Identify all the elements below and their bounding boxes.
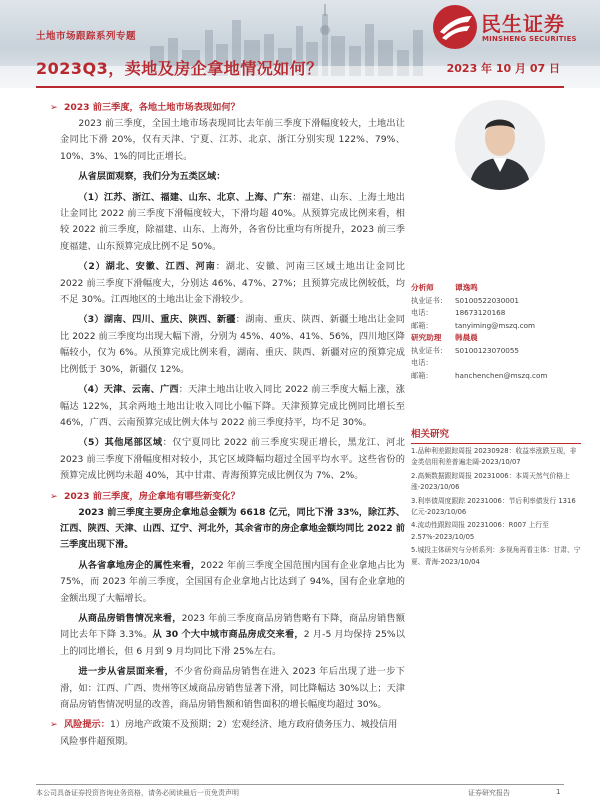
paragraph: 从商品房销售情况来看，2023 年前三季度商品房销售略有下降，商品房销售额同比去年下降 3.3%。从 30 个大中城市商品房成交来看，2 月-5 月均保持 25%以上的同比增长，但 6 月到 9 月均同比下滑 25%左右。 xyxy=(60,612,405,657)
related-item[interactable]: 3.利率债周度跟踪 20231006：节后利率债发行 1316 亿元-2023/10/06 xyxy=(411,496,576,517)
logo-text-cn: 民生证券 xyxy=(481,12,565,36)
footer-report-type: 证券研究报告 xyxy=(468,789,510,797)
paragraph: （3）湖南、四川、重庆、陕西、新疆：湖南、重庆、陕西、新疆土地出让金同比 2022 前三季度均出现大幅下滑，分别为 45%、40%、41%、56%，四川地区降幅较小，仅为 6%。从预算完成比例来看，湖南、重庆、陕西、新疆对应的预算完成比例低于 30%，新疆仅 12%。 xyxy=(60,314,405,375)
related-research-heading: 相关研究 xyxy=(411,426,581,444)
report-title: 2023Q3，卖地及房企拿地情况如何？ xyxy=(36,59,323,78)
paragraph: 2023 前三季度，全国土地市场表现同比去年前三季度下滑幅度较大，土地出让金同比下滑 20%，仅有天津、宁夏、江苏、北京、浙江分别实现 122%、79%、10%、3%、1%的同比正增长。 xyxy=(60,118,405,162)
header-banner xyxy=(0,0,600,88)
report-series: 土地市场跟踪系列专题 xyxy=(36,31,137,42)
arrow-icon: ➢ xyxy=(50,102,58,113)
analyst-email[interactable]: tanyiming@mszq.com xyxy=(455,320,536,330)
related-research-list xyxy=(411,446,581,570)
related-item[interactable]: 4.流动性跟踪周报 20231006：R007 上行至 2.57%-2023/10/05 xyxy=(411,521,549,541)
logo-text-en: MINSHENG SECURITIES xyxy=(482,35,577,43)
related-item[interactable]: 1.品种利差跟踪周报 20230928：收益率涨跌互现，非金类信用利差普遍走阔-2023/10/07 xyxy=(411,447,577,467)
risk-warning: ➢ 风险提示：1）房地产政策不及预期；2）宏观经济、地方政府债务压力、城投信用风险事件超预期。 xyxy=(50,719,398,747)
assistant-name: 韩晨晨 xyxy=(455,333,478,342)
paragraph: （5）其他尾部区域：仅宁夏同比 2022 前三季度实现正增长，黑龙江、河北 2023 前三季度下滑幅度相对较小，其它区域降幅均超过全国平均水平。这些省份的预算完成比例均未超 40%，其中甘肃、青海预算完成比例仅为 7%、2%。 xyxy=(60,437,405,482)
paragraph: 2023 前三季度主要房企拿地总金额为 6618 亿元，同比下滑 33%，除江苏、江西、陕西、天津、山西、辽宁、河北外，其余省市的房企拿地金额均同比 2022 前三季度出现下滑。 xyxy=(60,506,405,551)
arrow-icon: ➢ xyxy=(50,719,58,731)
page-number: 1 xyxy=(556,788,561,796)
assistant-email[interactable]: hanchenchen@mszq.com xyxy=(455,370,548,380)
analyst-name: 谭逸鸣 xyxy=(455,283,478,292)
report-date: 2023 年 10 月 07 日 xyxy=(446,62,560,75)
minsheng-logo xyxy=(432,4,582,50)
paragraph: 从各省拿地房企的属性来看，2022 年前三季度全国范围内国有企业拿地占比为 75%，而 2023 年前三季度，全国国有企业拿地占比达到了 94%，国有企业拿地的金额出现了大幅增长。 xyxy=(60,559,405,604)
arrow-icon: ➢ xyxy=(50,490,58,502)
header-divider xyxy=(36,86,564,88)
paragraph: 从省层面观察，我们分为五类区域： xyxy=(78,171,226,183)
section-heading-2: ➢ 2023 前三季度，房企拿地有哪些新变化？ xyxy=(50,489,405,505)
footer-disclaimer: 本公司具备证券投资咨询业务资格，请务必阅读最后一页免责声明 xyxy=(36,789,239,797)
logo-mark-icon xyxy=(432,4,478,50)
main-content xyxy=(50,100,405,750)
analyst-photo xyxy=(455,100,545,190)
analyst-info: 分析师 谭逸鸣 执业证书： S0100522030001 电话： 18673120168 邮箱： tanyiming@mszq.com 研究助理 韩晨晨 执业证书： S0100123070055 电话： 邮箱： hanchenchen@mszq.com xyxy=(411,282,581,382)
paragraph: （4）天津、云南、广西：天津土地出让收入同比 2022 前三季度大幅上涨，涨幅达 122%，其余两地土地出让收入同比小幅下降。天津预算完成比例同比增长至 46%，广西、云南预算完成比例大体与 2022 前三季度持平，均不足 30%。 xyxy=(60,384,405,428)
footer-divider xyxy=(36,784,564,785)
paragraph: （2）湖北、安徽、江西、河南：湖北、安徽、河南三区域土地出让金同比 2022 前三季度下滑幅度大，分别达 46%、47%、27%；且预算完成比例较低，均不足 30%。江西地区的土地出让金下滑较少。 xyxy=(60,261,405,306)
section-heading-1: ➢ 2023 前三季度，各地土地市场表现如何？ xyxy=(50,100,405,116)
paragraph: 进一步从省层面来看，不少省份商品房销售在进入 2023 年后出现了进一步下滑，如：江西、广西、贵州等区域商品房销售显著下滑，同比降幅达 30%以上；天津商品房销售情况明显的改善，商品房销售额和销售面积的增长幅度均超过 30%。 xyxy=(60,666,405,710)
related-item[interactable]: 2.高频数据跟踪周报 20231006：本周天然气价格上涨-2023/10/06 xyxy=(411,471,570,492)
related-item[interactable]: 5.城投主体研究与分析系列：多视角再看主体：甘肃、宁夏、青海-2023/10/04 xyxy=(411,546,581,566)
paragraph: （1）江苏、浙江、福建、山东、北京、上海、广东：福建、山东、上海土地出让金同比 2022 前三季度下滑幅度较大，下滑均超 40%。从预算完成比例来看，相较 2022 前三季度，除福建、山东、上海外，各省份比重均有所提升，2023 前三季度福建、山东预算完成比例不足 50%。 xyxy=(60,191,405,252)
